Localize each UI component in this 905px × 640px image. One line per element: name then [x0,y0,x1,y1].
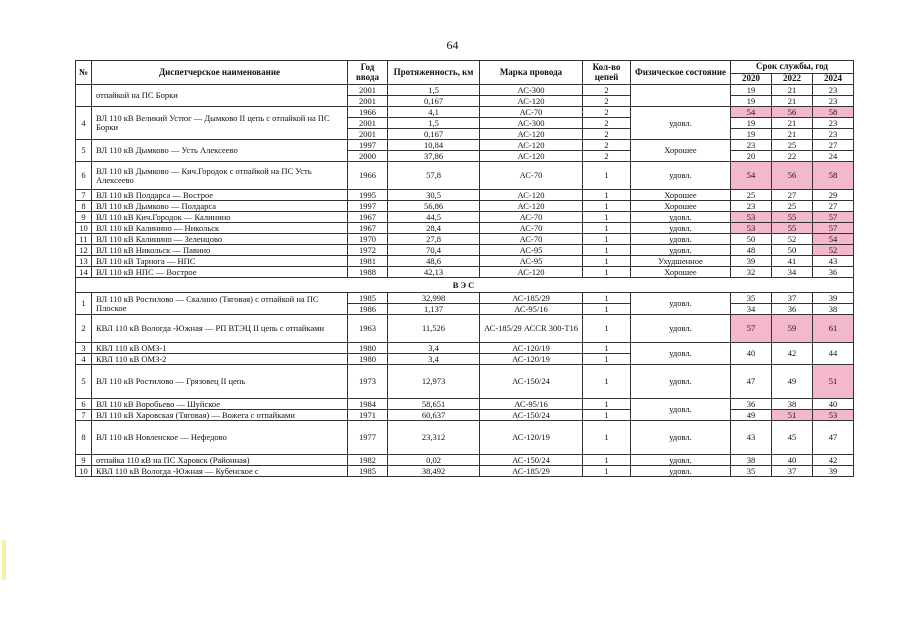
service-cell: 56 [772,162,813,190]
chains-cell: 1 [583,293,631,304]
state-cell: удовл. [631,455,731,466]
col-length: Протяженность, км [388,61,480,85]
table-row [76,256,854,267]
wire-cell: АС-120/19 [480,343,583,354]
year-cell: 1980 [348,343,388,354]
service-cell: 23 [731,140,772,151]
service-cell: 51 [772,410,813,421]
service-cell: 43 [731,421,772,455]
service-cell: 54 [731,162,772,190]
line-name: ВЛ 110 кВ Полдарса — Вострое [92,190,348,201]
wire-cell: АС-120 [480,201,583,212]
length-cell: 12,973 [388,365,480,399]
table-row [76,399,854,410]
service-cell: 21 [772,118,813,129]
chains-cell: 1 [583,223,631,234]
table-row [76,85,854,96]
service-cell: 23 [813,85,854,96]
year-cell: 1988 [348,267,388,278]
chains-cell: 1 [583,354,631,365]
length-cell: 1,5 [388,118,480,129]
state-cell: удовл. [631,212,731,223]
table-row [76,245,854,256]
row-number: 5 [76,140,92,162]
line-name: ВЛ 110 кВ Кич.Городок — Калинино [92,212,348,223]
service-cell: 57 [813,223,854,234]
chains-cell: 1 [583,256,631,267]
service-cell: 45 [772,421,813,455]
state-cell: удовл. [631,466,731,477]
service-cell: 58 [813,162,854,190]
length-cell: 57,8 [388,162,480,190]
year-cell: 1970 [348,234,388,245]
service-cell: 39 [813,466,854,477]
wire-cell: АС-70 [480,234,583,245]
length-cell: 0,02 [388,455,480,466]
length-cell: 4,1 [388,107,480,118]
length-cell: 30,5 [388,190,480,201]
year-cell: 1984 [348,399,388,410]
chains-cell: 1 [583,399,631,410]
service-cell: 56 [772,107,813,118]
service-cell: 20 [731,151,772,162]
service-cell: 61 [813,315,854,343]
chains-cell: 1 [583,410,631,421]
service-cell: 47 [731,365,772,399]
table-row [76,223,854,234]
row-number: 12 [76,245,92,256]
service-cell: 19 [731,85,772,96]
length-cell: 44,5 [388,212,480,223]
wire-cell: АС-70 [480,223,583,234]
chains-cell: 1 [583,245,631,256]
service-cell: 29 [813,190,854,201]
service-cell: 27 [813,140,854,151]
service-cell: 53 [731,212,772,223]
service-cell: 35 [731,293,772,304]
line-name: ВЛ 110 кВ НПС — Вострое [92,267,348,278]
service-cell: 49 [772,365,813,399]
table-row [76,107,854,118]
year-cell: 1972 [348,245,388,256]
wire-cell: АС-150/24 [480,365,583,399]
service-cell: 23 [731,201,772,212]
state-cell: Хорошее [631,190,731,201]
wire-cell: АС-70 [480,107,583,118]
wire-cell: АС-300 [480,118,583,129]
chains-cell: 2 [583,96,631,107]
state-cell: удовл. [631,293,731,315]
year-cell: 1967 [348,212,388,223]
year-cell: 1985 [348,466,388,477]
state-cell: удовл. [631,421,731,455]
col-name: Диспетчерское наименование [92,61,348,85]
table-row [76,162,854,190]
chains-cell: 1 [583,267,631,278]
chains-cell: 1 [583,455,631,466]
service-cell: 37 [772,466,813,477]
service-cell: 47 [813,421,854,455]
row-number: 3 [76,343,92,354]
service-cell: 32 [731,267,772,278]
service-cell: 57 [731,315,772,343]
service-cell: 52 [813,245,854,256]
service-cell: 27 [772,190,813,201]
chains-cell: 2 [583,118,631,129]
page-number: 64 [446,38,459,52]
year-cell: 1986 [348,304,388,315]
year-cell: 2000 [348,151,388,162]
wire-cell: АС-120/19 [480,421,583,455]
line-name: ВЛ 110 кВ Ростилово — Скалино (Тяговая) с отпайкой на ПС Плоское [92,293,348,315]
service-cell: 55 [772,223,813,234]
line-name: отпайка 110 кВ на ПС Харовск (Районная) [92,455,348,466]
service-cell: 50 [731,234,772,245]
service-cell: 54 [731,107,772,118]
chains-cell: 2 [583,140,631,151]
service-cell: 38 [813,304,854,315]
col-2022: 2022 [772,74,813,85]
line-name: ВЛ 110 кВ Дымково — Усть Алексеево [92,140,348,162]
year-cell: 1997 [348,201,388,212]
service-cell: 48 [731,245,772,256]
service-cell: 50 [772,245,813,256]
state-cell: удовл. [631,162,731,190]
service-cell: 39 [813,293,854,304]
state-cell: удовл. [631,365,731,399]
table-row [76,421,854,455]
service-cell: 25 [772,140,813,151]
wire-cell: АС-150/24 [480,455,583,466]
chains-cell: 1 [583,365,631,399]
service-cell: 36 [772,304,813,315]
length-cell: 0,167 [388,96,480,107]
row-number: 2 [76,315,92,343]
service-cell: 53 [731,223,772,234]
length-cell: 23,312 [388,421,480,455]
length-cell: 1,5 [388,85,480,96]
chains-cell: 1 [583,315,631,343]
row-number: 9 [76,212,92,223]
section-title: ВЭС [76,278,854,293]
state-cell: Хорошее [631,267,731,278]
length-cell: 32,998 [388,293,480,304]
line-name: КВЛ 110 кВ ОМЗ-2 [92,354,348,365]
year-cell: 1997 [348,140,388,151]
length-cell: 56,86 [388,201,480,212]
service-cell: 38 [772,399,813,410]
wire-cell: АС-95 [480,245,583,256]
service-cell: 58 [813,107,854,118]
row-number: 7 [76,410,92,421]
service-cell: 25 [731,190,772,201]
service-cell: 59 [772,315,813,343]
year-cell: 1977 [348,421,388,455]
table-row [76,212,854,223]
service-cell: 55 [772,212,813,223]
line-name: ВЛ 110 кВ Калинино — Никольск [92,223,348,234]
row-number: 4 [76,107,92,140]
table-row [76,201,854,212]
length-cell: 0,167 [388,129,480,140]
table-row [76,410,854,421]
chains-cell: 1 [583,234,631,245]
col-num: № [76,61,92,85]
service-cell: 40 [813,399,854,410]
wire-cell: АС-150/24 [480,410,583,421]
service-cell: 54 [813,234,854,245]
line-name: ВЛ 110 кВ Дымково — Полдарса [92,201,348,212]
service-cell: 40 [772,455,813,466]
length-cell: 3,4 [388,343,480,354]
service-cell: 34 [772,267,813,278]
table-row [76,365,854,399]
length-cell: 27,8 [388,234,480,245]
table-row [76,293,854,304]
row-number: 13 [76,256,92,267]
wire-cell: АС-185/29 [480,293,583,304]
row-number: 8 [76,421,92,455]
year-cell: 1981 [348,256,388,267]
service-cell: 42 [813,455,854,466]
length-cell: 1,137 [388,304,480,315]
chains-cell: 1 [583,162,631,190]
length-cell: 28,4 [388,223,480,234]
line-name: ВЛ 110 кВ Дымково — Кич.Городок с отпайкой на ПС Усть Алексеево [92,162,348,190]
wire-cell: АС-95 [480,256,583,267]
row-number [76,85,92,107]
service-cell: 51 [813,365,854,399]
row-number: 6 [76,399,92,410]
service-cell: 23 [813,129,854,140]
line-name: КВЛ 110 кВ Вологда -Южная — Кубенское с [92,466,348,477]
service-cell: 21 [772,85,813,96]
table-row [76,315,854,343]
service-cell: 19 [731,129,772,140]
col-chains: Кол-во цепей [583,61,631,85]
service-cell: 57 [813,212,854,223]
row-number: 10 [76,466,92,477]
col-wire: Марка провода [480,61,583,85]
wire-cell: АС-300 [480,85,583,96]
line-name: ВЛ 110 кВ Воробьево — Шуйское [92,399,348,410]
wire-cell: АС-70 [480,212,583,223]
state-cell: Хорошее [631,201,731,212]
service-cell: 42 [772,343,813,365]
year-cell: 1980 [348,354,388,365]
row-number: 11 [76,234,92,245]
table-row [76,343,854,354]
service-cell: 38 [731,455,772,466]
col-2020: 2020 [731,74,772,85]
wire-cell: АС-185/29 АССR 300-Т16 [480,315,583,343]
service-cell: 36 [813,267,854,278]
margin-highlight [2,540,6,580]
row-number: 7 [76,190,92,201]
service-cell: 49 [731,410,772,421]
state-cell: удовл. [631,399,731,421]
length-cell: 58,651 [388,399,480,410]
wire-cell: АС-120 [480,151,583,162]
table-row [76,234,854,245]
year-cell: 1985 [348,293,388,304]
service-cell: 37 [772,293,813,304]
row-number: 8 [76,201,92,212]
length-cell: 60,637 [388,410,480,421]
chains-cell: 1 [583,466,631,477]
wire-cell: АС-120 [480,140,583,151]
wire-cell: АС-120/19 [480,354,583,365]
state-cell: удовл. [631,245,731,256]
length-cell: 48,6 [388,256,480,267]
line-name: ВЛ 110 кВ Великий Устюг — Дымково II цепь с отпайкой на ПС Борки [92,107,348,140]
row-number: 6 [76,162,92,190]
state-cell: удовл. [631,107,731,140]
wire-cell: АС-120 [480,129,583,140]
length-cell: 70,4 [388,245,480,256]
line-name: ВЛ 110 кВ Ростилово — Грязовец II цепь [92,365,348,399]
chains-cell: 2 [583,85,631,96]
wire-cell: АС-70 [480,162,583,190]
service-cell: 22 [772,151,813,162]
year-cell: 1963 [348,315,388,343]
chains-cell: 1 [583,421,631,455]
service-cell: 43 [813,256,854,267]
service-cell: 27 [813,201,854,212]
chains-cell: 1 [583,212,631,223]
length-cell: 38,492 [388,466,480,477]
service-cell: 35 [731,466,772,477]
service-cell: 36 [731,399,772,410]
state-cell: удовл. [631,234,731,245]
year-cell: 1995 [348,190,388,201]
table-row [76,466,854,477]
service-cell: 19 [731,118,772,129]
wire-cell: АС-120 [480,96,583,107]
length-cell: 42,13 [388,267,480,278]
wire-cell: АС-185/29 [480,466,583,477]
service-cell: 34 [731,304,772,315]
table-row [76,190,854,201]
year-cell: 1973 [348,365,388,399]
wire-cell: АС-120 [480,267,583,278]
line-name: КВЛ 110 кВ ОМЗ-1 [92,343,348,354]
line-name: ВЛ 110 кВ Никольск — Павино [92,245,348,256]
col-service: Срок службы, год [731,61,854,74]
year-cell: 1966 [348,107,388,118]
year-cell: 2001 [348,96,388,107]
state-cell: удовл. [631,343,731,365]
row-number: 5 [76,365,92,399]
state-cell [631,85,731,107]
year-cell: 1982 [348,455,388,466]
wire-cell: АС-95/16 [480,304,583,315]
table-row [76,455,854,466]
col-2024: 2024 [813,74,854,85]
service-cell: 25 [772,201,813,212]
table-row [76,140,854,151]
state-cell: Ухудшенное [631,256,731,267]
chains-cell: 1 [583,201,631,212]
service-cell: 21 [772,129,813,140]
chains-cell: 2 [583,151,631,162]
col-year: Год ввода [348,61,388,85]
power-lines-table [75,60,854,477]
line-name: ВЛ 110 кВ Калинино — Зеленцово [92,234,348,245]
service-cell: 24 [813,151,854,162]
chains-cell: 1 [583,304,631,315]
wire-cell: АС-120 [480,190,583,201]
service-cell: 53 [813,410,854,421]
year-cell: 1966 [348,162,388,190]
year-cell: 2001 [348,129,388,140]
chains-cell: 1 [583,190,631,201]
service-cell: 23 [813,118,854,129]
year-cell: 2001 [348,85,388,96]
service-cell: 40 [731,343,772,365]
line-name: ВЛ 110 кВ Новленское — Нефедово [92,421,348,455]
length-cell: 10,84 [388,140,480,151]
state-cell: удовл. [631,223,731,234]
row-number: 14 [76,267,92,278]
year-cell: 1971 [348,410,388,421]
length-cell: 11,526 [388,315,480,343]
row-number: 9 [76,455,92,466]
chains-cell: 2 [583,129,631,140]
line-name: КВЛ 110 кВ Вологда -Южная — РП ВТЭЦ II цепь с отпайками [92,315,348,343]
length-cell: 3,4 [388,354,480,365]
chains-cell: 1 [583,343,631,354]
line-name: отпайкой на ПС Борки [92,85,348,107]
state-cell: Хорошее [631,140,731,162]
service-cell: 39 [731,256,772,267]
year-cell: 2001 [348,118,388,129]
year-cell: 1967 [348,223,388,234]
line-name: ВЛ 110 кВ Тарнога — НПС [92,256,348,267]
state-cell: удовл. [631,315,731,343]
line-name: ВЛ 110 кВ Харовская (Тяговая) — Вожега с отпайками [92,410,348,421]
length-cell: 37,86 [388,151,480,162]
service-cell: 19 [731,96,772,107]
service-cell: 52 [772,234,813,245]
row-number: 10 [76,223,92,234]
chains-cell: 2 [583,107,631,118]
service-cell: 21 [772,96,813,107]
table-row [76,267,854,278]
service-cell: 44 [813,343,854,365]
service-cell: 41 [772,256,813,267]
col-state: Физическое состояние [631,61,731,85]
row-number: 1 [76,293,92,315]
wire-cell: АС-95/16 [480,399,583,410]
service-cell: 23 [813,96,854,107]
row-number: 4 [76,354,92,365]
